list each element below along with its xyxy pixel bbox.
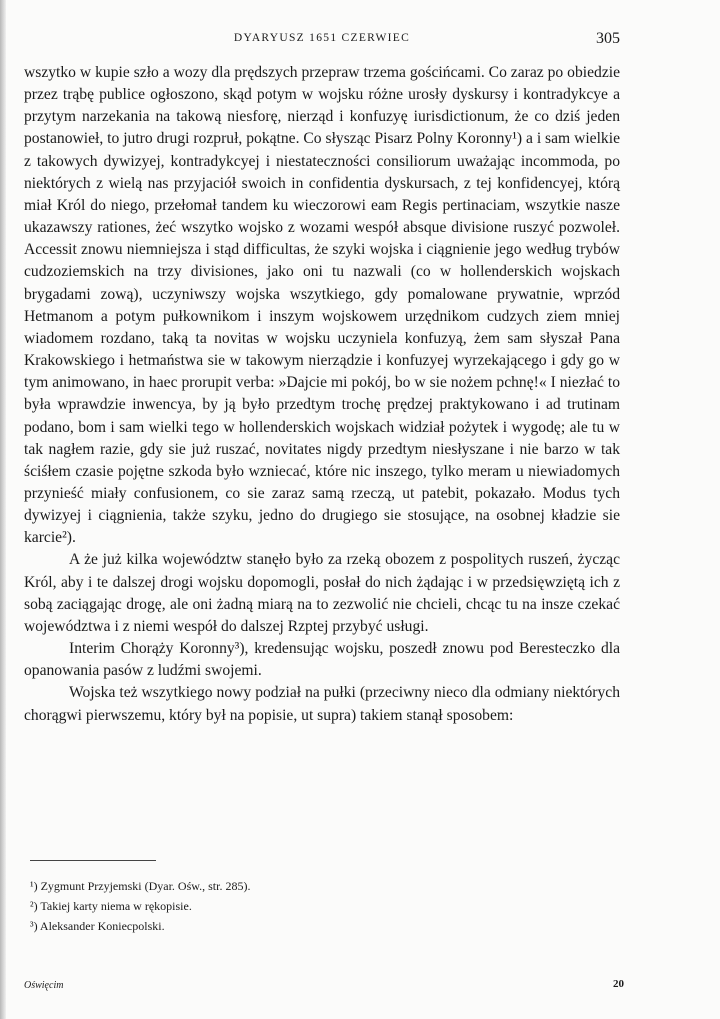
sheet-number: 20 [613, 978, 624, 990]
paragraph-3: Interim Chorąży Koronny³), kredensując wojsku, poszedł znowu pod Beresteczko dla opanowania pasów z ludźmi swojemi. [24, 640, 620, 680]
footnote-3: ³) Aleksander Koniecpolski. [30, 919, 165, 933]
paragraph-2: A że już kilka województw stanęło było za rzeką obozem z pospolitych ruszeń, życząc Król, aby i te dalszej drogi wojsku dopomogli, posłał do nich żądając i w przedsięwziętą ich z sobą zaciągając drogę, ale oni żadną miarą na to zezwolić nie chcieli, chcąc tu na insze czekać województwa i z niemi wespół do dalszej Rzptej przybyć usługi. [24, 551, 620, 635]
footnote-1: ¹) Zygmunt Przyjemski (Dyar. Ośw., str. 285). [30, 879, 251, 893]
running-head: DYARYUSZ 1651 CZERWIEC [233, 32, 411, 44]
body-text [24, 62, 620, 727]
footnote-2: ²) Takiej karty niema w rękopisie. [30, 899, 192, 913]
paragraph-4: Wojska też wszytkiego nowy podział na pułki (przeciwny nieco dla odmiany niektórych chorągwi pierwszemu, który był na popisie, ut supra) takiem stanął sposobem: [24, 684, 620, 724]
page-footer [24, 978, 624, 994]
page-header [24, 30, 620, 54]
footnotes [30, 876, 590, 936]
paragraph-1: wszytko w kupie szło a wozy dla prędszych przepraw trzema gościńcami. Co zaraz po obiedzie przez trąbę publice ogłoszono, skąd potym w wojsku różne urosły dyskursy i kontradykcye a przytym narzekania na takową niesforę, nierząd i konfuzyę iurisdictionum, że co dziś jeden postanowieł, to jutro drugi rozpruł, pokątne. Co słysząc Pisarz Polny Koronny¹) a i sam wielkie z takowych dywizyej, kontradykcyej i niestateczności consiliorum uważając incommoda, po niektórych z wielą nas przyjaciół swoich in confidentia dyskursach, z tej konfidencyej, którą miał Król do niego, przełomał tandem ku wieczorowi eam Regis pertinaciam, wszytkie nasze ukazawszy rationes, żeć wszytko wojsko z wozami wespół absque divisione ruszyć pozwoleł. Accessit znowu niemniejsza i stąd difficultas, że szyki wojska i ciągnienie jego według trybów cudzoziemskich na trzy divisiones, jako oni tu nazwali (co w hollenderskich wojskach brygadami zową), uczyniwszy wojska wszytkiego, gdy pomalowane prywatnie, wprzód Hetmanom a potym pułkownikom i inszym wojskowem urzędnikom cudzych ziem mniej wiadomem rozdano, taką ta novitas w wojsku uczyniela konfuzyą, żem sam słyszał Pana Krakowskiego i hetmaństwa sie w takowym nierządzie i konfuzyej wyrzekającego i gdy go w tym animowano, in haec prorupit verba: »Dajcie mi pokój, bo w sie nożem pchnę!« I niezłać to była wprawdzie inwencya, by ją było przedtym trochę prędzej praktykowano i ad trutinam podano, bom i sam wielki tego w hollenderskich wojskach widział pożytek i wygodę; ale tu w tak nagłem razie, gdy sie już ruszać, novitates nigdy przedtym niesłyszane i nie barzo w tak ściśłem czasie pojętne szkoda było wzniecać, które nic inszego, tylko meram u niewiadomych przynieść miały confusionem, co sie zaraz samą rzeczą, ut patebit, pokazało. Modus tych dywizyej i ciągnienia, także szyku, jedno do drugiego sie stosujące, na osobnej kładzie sie karcie²). [24, 64, 620, 547]
footnote-divider [30, 860, 156, 861]
page-edge-shadow [0, 0, 6, 1019]
page-number: 305 [596, 30, 620, 47]
printer-signature: Oświęcim [24, 980, 64, 991]
